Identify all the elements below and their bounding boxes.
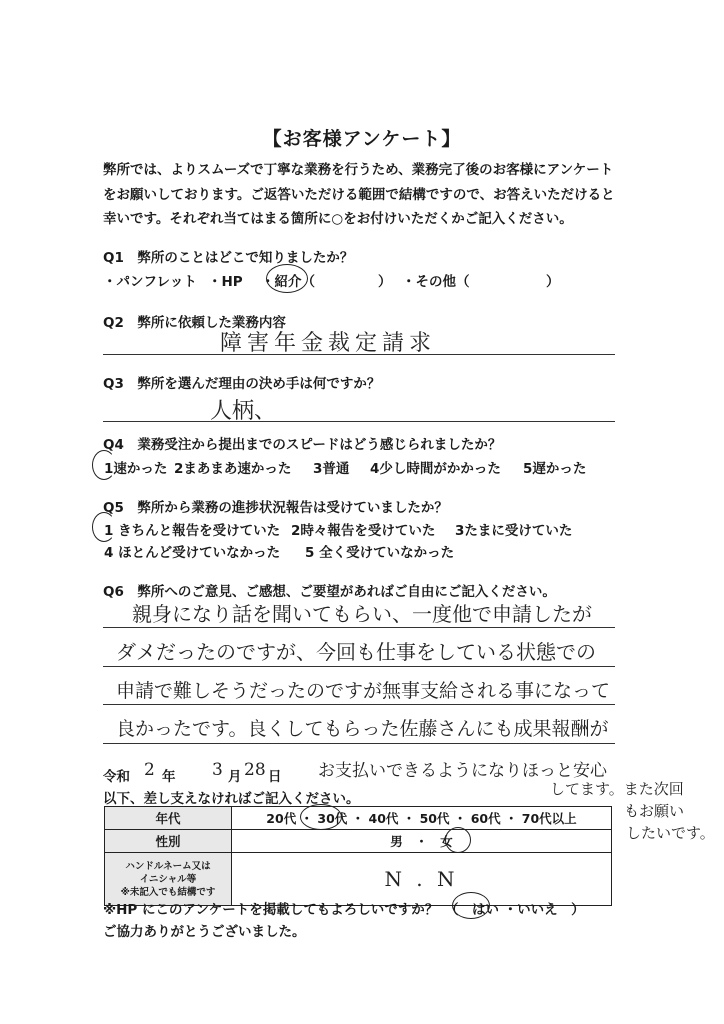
q5-option-2: 2時々報告を受けていた [291, 523, 436, 539]
age-options: 20代 ・ 30代 ・ 40代 ・ 50代 ・ 60代 ・ 70代以上 [232, 807, 612, 830]
q6-handwritten-line-1: 親身になり話を聞いてもらい、一度他で申請したが [132, 602, 592, 626]
date-day: 28 [244, 760, 266, 780]
q5-label: Q5 弊所から業務の進捗状況報告は受けていましたか？ [103, 500, 448, 516]
q6-handwritten-line-8: したいです。 [626, 824, 715, 842]
answer-line [103, 421, 615, 422]
answer-line [103, 666, 615, 667]
date-year-unit: 年 [162, 769, 176, 785]
q1-option-referral: ・紹介（ [261, 274, 315, 290]
name-label-line-1: ハンドルネーム又は [125, 860, 211, 872]
sex-label: 性別 [105, 830, 232, 853]
date-day-unit: 日 [268, 769, 282, 785]
sex-options: 男 ・ 女 [232, 830, 612, 853]
q4-option-2: 2まあまあ速かった [174, 461, 292, 477]
q6-handwritten-line-7: もお願い [624, 802, 685, 820]
date-year: 2 [144, 760, 155, 780]
q5-option-5: 5 全く受けていなかった [305, 545, 455, 561]
q1-option-pamphlet: ・パンフレット [103, 274, 197, 290]
q5-option-4: 4 ほとんど受けていなかった [104, 545, 281, 561]
answer-line [103, 743, 615, 744]
q4-option-3: 3普通 [313, 461, 350, 477]
respondent-info-table [104, 806, 612, 906]
hp-permission-question: ※HP にこのアンケートを掲載してもよろしいですか？ （ はい ・いいえ ） [103, 902, 585, 918]
date-month-unit: 月 [228, 769, 242, 785]
table-row [105, 807, 612, 830]
answer-circle [445, 827, 471, 853]
answer-circle [266, 264, 308, 293]
answer-circle [452, 892, 490, 919]
q4-option-5: 5遅かった [523, 461, 587, 477]
intro-line-3: 幸いです。それぞれ当てはまる箇所に○をお付けいただくかご記入ください。 [103, 211, 573, 227]
q3-label: Q3 弊所を選んだ理由の決め手は何ですか？ [103, 376, 381, 392]
q4-option-4: 4少し時間がかかった [370, 461, 501, 477]
q6-handwritten-line-3: 申請で難しそうだったのですが無事支給される事になって [116, 680, 611, 702]
q6-handwritten-line-5: お支払いできるようになりほっと安心 [318, 761, 607, 781]
age-label: 年代 [105, 807, 232, 830]
date-month: 3 [212, 760, 223, 780]
table-row [105, 830, 612, 853]
q6-handwritten-line-6: してます。また次回 [550, 780, 684, 798]
q5-option-3: 3たまに受けていた [455, 523, 573, 539]
intro-line-1: 弊所では、よりスムーズで丁寧な業務を行うため、業務完了後のお客様にアンケート [103, 162, 614, 178]
q2-handwritten-answer: 障害年金裁定請求 [220, 331, 437, 356]
q4-label: Q4 業務受注から提出までのスピードはどう感じられましたか？ [103, 437, 502, 453]
q1-option-other: ・その他（ [402, 274, 470, 290]
answer-line [103, 704, 615, 705]
q4-option-1: 1速かった [104, 461, 168, 477]
q5-option-1: 1 きちんと報告を受けていた [104, 523, 281, 539]
name-label-line-2: イニシャル等 [139, 873, 197, 885]
q6-handwritten-line-4: 良かったです。良くしてもらった佐藤さんにも成果報酬が [116, 718, 609, 740]
intro-line-2: をお願いしております。ご返答いただける範囲で結構ですので、お答えいただけると [103, 187, 615, 203]
name-value: N . N [384, 867, 459, 891]
answer-line [103, 627, 615, 628]
answer-line [103, 354, 615, 355]
q1-close-paren: ） [378, 274, 392, 290]
closing-message: ご協力ありがとうございました。 [103, 924, 306, 940]
page-title: 【お客様アンケート】 [262, 128, 462, 150]
name-label-line-3: ※未記入でも結構です [120, 886, 216, 898]
q2-label: Q2 弊所に依頼した業務内容 [103, 315, 286, 331]
answer-circle [300, 804, 342, 830]
answer-circle [92, 450, 116, 480]
answer-circle [92, 512, 116, 542]
date-era: 令和 [103, 769, 130, 785]
q1-other-close-paren: ） [546, 274, 560, 290]
q1-label: Q1 弊所のことはどこで知りましたか？ [103, 250, 354, 266]
q6-handwritten-line-2: ダメだったのですが、今回も仕事をしている状態での [116, 640, 596, 664]
q1-option-hp: ・HP [208, 274, 243, 290]
q6-label: Q6 弊所へのご意見、ご感想、ご要望があればご自由にご記入ください。 [103, 584, 556, 600]
q3-handwritten-answer: 人柄、 [210, 399, 277, 424]
table-intro: 以下、差し支えなければご記入ください。 [103, 791, 360, 807]
